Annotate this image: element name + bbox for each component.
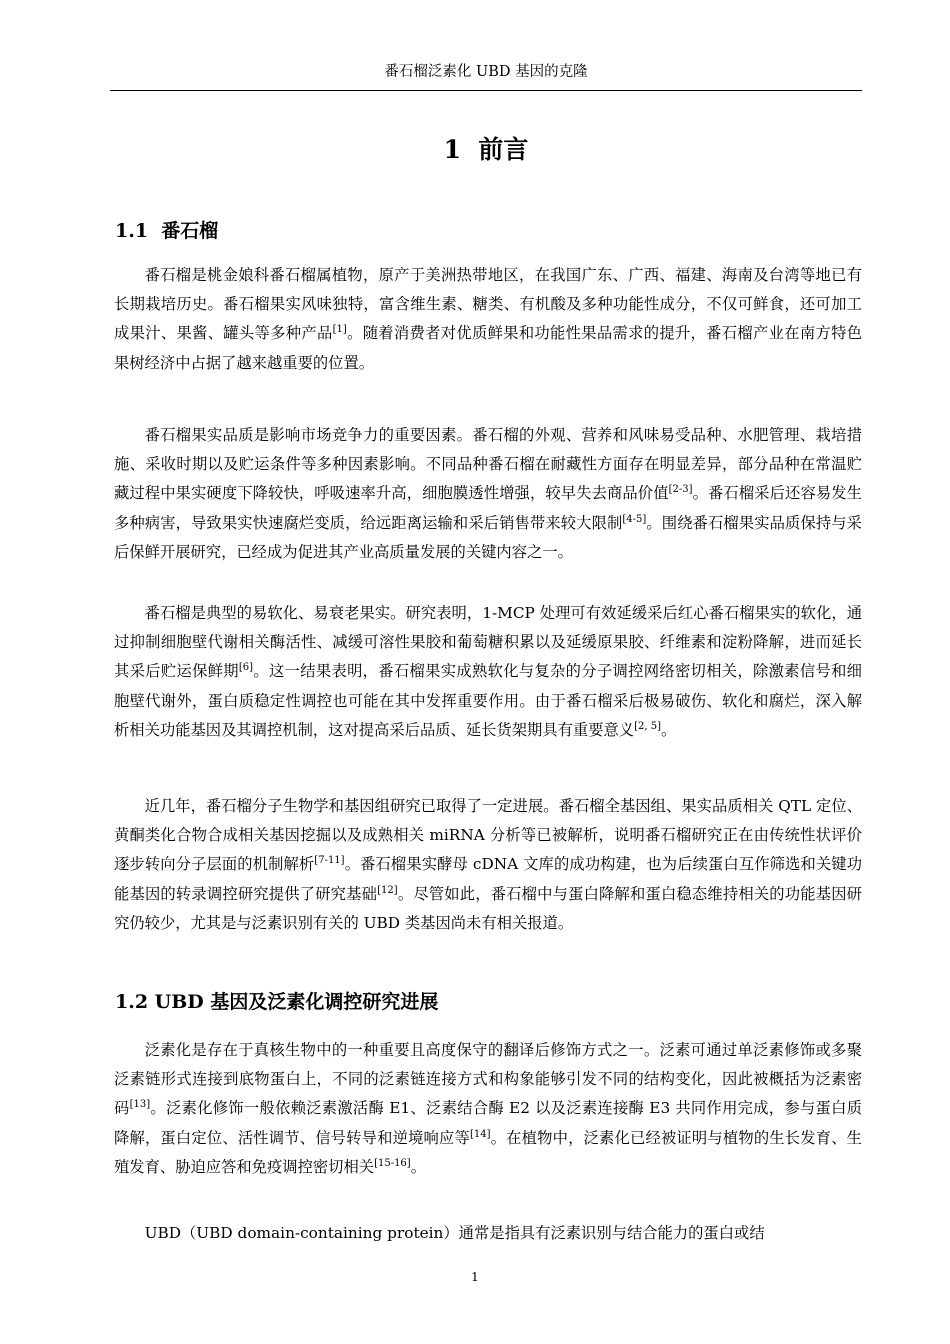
citation-ref: [12]	[377, 884, 398, 896]
citation-ref: [6]	[238, 662, 254, 674]
paragraph-text: 。番石榴采后还容易发生多种病害，导致果实快速腐烂变质，给远距离运输和采后销售带来较大限制	[114, 484, 862, 532]
paragraph	[114, 792, 862, 938]
page-number: 1	[471, 1270, 479, 1284]
paragraph	[114, 1219, 862, 1248]
header-rule	[110, 90, 862, 91]
citation-ref: [13]	[129, 1099, 151, 1111]
citation-ref: [15-16]	[374, 1157, 411, 1169]
paragraph-text: 番石榴是典型的易软化、易衰老果实。研究表明，1-MCP 处理可有效延缓采后红心番石榴果实的软化，通过抑制细胞壁代谢相关酶活性、减缓可溶性果胶和葡萄糖积累以及延缓原果胶、纤维素和淀粉降解，进而延长其采后贮运保鲜期	[114, 604, 862, 681]
citation-ref: [2, 5]	[634, 720, 661, 732]
section-heading-1-2: 1.2 UBD 基因及泛素化调控研究进展	[115, 991, 439, 1013]
paragraph-text: 。番石榴果实酵母 cDNA 文库的成功构建，也为后续蛋白互作筛选和关键功能基因的转录调控研究提供了研究基础	[114, 855, 862, 903]
paragraph-text: 近几年，番石榴分子生物学和基因组研究已取得了一定进展。番石榴全基因组、果实品质相关 QTL 定位、黄酮类化合物合成相关基因挖掘以及成熟相关 miRNA 分析等已被解析，说明番石榴研究正在由传统性状评价逐步转向分子层面的机制解析	[114, 797, 862, 874]
paragraph-text: 。围绕番石榴果实品质保持与采后保鲜开展研究，已经成为促进其产业高质量发展的关键内容之一。	[114, 513, 862, 561]
paragraph	[114, 599, 862, 745]
paragraph	[114, 261, 862, 378]
paragraph-text: 。	[661, 720, 677, 739]
paragraph-text: 番石榴果实品质是影响市场竞争力的重要因素。番石榴的外观、营养和风味易受品种、水肥管理、栽培措施、采收时期以及贮运条件等多种因素影响。不同品种番石榴在耐藏性方面存在明显差异，部分品种在常温贮藏过程中果实硬度下降较快，呼吸速率升高，细胞膜透性增强，较早失去商品价值	[114, 426, 862, 503]
paragraph-text: 。泛素化修饰一般依赖泛素激活酶 E1、泛素结合酶 E2 以及泛素连接酶 E3 共同作用完成，参与蛋白质降解，蛋白定位、活性调节、信号转导和逆境响应等	[114, 1099, 862, 1147]
section-heading-1-1: 1.1 番石榴	[115, 220, 219, 242]
chapter-title: 1 前言	[443, 135, 529, 164]
paragraph-text: 泛素化是存在于真核生物中的一种重要且高度保守的翻译后修饰方式之一。泛素可通过单泛素修饰或多聚泛素链形式连接到底物蛋白上，不同的泛素链连接方式和构象能够引发不同的结构变化，因此被概括为泛素密码	[114, 1041, 862, 1118]
citation-ref: [1]	[332, 324, 347, 336]
paragraph	[114, 421, 862, 567]
paragraph-text: 。	[410, 1157, 427, 1176]
citation-ref: [7-11]	[314, 855, 345, 867]
running-header: 番石榴泛素化 UBD 基因的克隆	[384, 64, 588, 80]
paragraph-text: 。这一结果表明，番石榴果实成熟软化与复杂的分子调控网络密切相关，除激素信号和细胞壁代谢外，蛋白质稳定性调控也可能在其中发挥重要作用。由于番石榴采后极易破伤、软化和腐烂，深入解析相关功能基因及其调控机制，这对提高采后品质、延长货架期具有重要意义	[114, 662, 862, 739]
paragraph-text: 。在植物中，泛素化已经被证明与植物的生长发育、生殖发育、胁迫应答和免疫调控密切相关	[114, 1128, 862, 1176]
citation-ref: [4-5]	[622, 513, 647, 525]
citation-ref: [14]	[469, 1128, 491, 1140]
paragraph-text: 。尽管如此，番石榴中与蛋白降解和蛋白稳态维持相关的功能基因研究仍较少，尤其是与泛素识别有关的 UBD 类基因尚未有相关报道。	[114, 884, 862, 932]
paragraph	[114, 1036, 862, 1182]
paragraph-text: UBD（UBD domain-containing protein）通常是指具有泛素识别与结合能力的蛋白或结	[144, 1224, 765, 1242]
citation-ref: [2-3]	[668, 484, 693, 496]
paragraph-text: 番石榴是桃金娘科番石榴属植物，原产于美洲热带地区，在我国广东、广西、福建、海南及台湾等地已有长期栽培历史。番石榴果实风味独特，富含维生素、糖类、有机酸及多种功能性成分，不仅可鲜食，还可加工成果汁、果酱、罐头等多种产品	[114, 266, 862, 343]
paragraph-text: 。随着消费者对优质鲜果和功能性果品需求的提升，番石榴产业在南方特色果树经济中占据了越来越重要的位置。	[114, 324, 862, 372]
